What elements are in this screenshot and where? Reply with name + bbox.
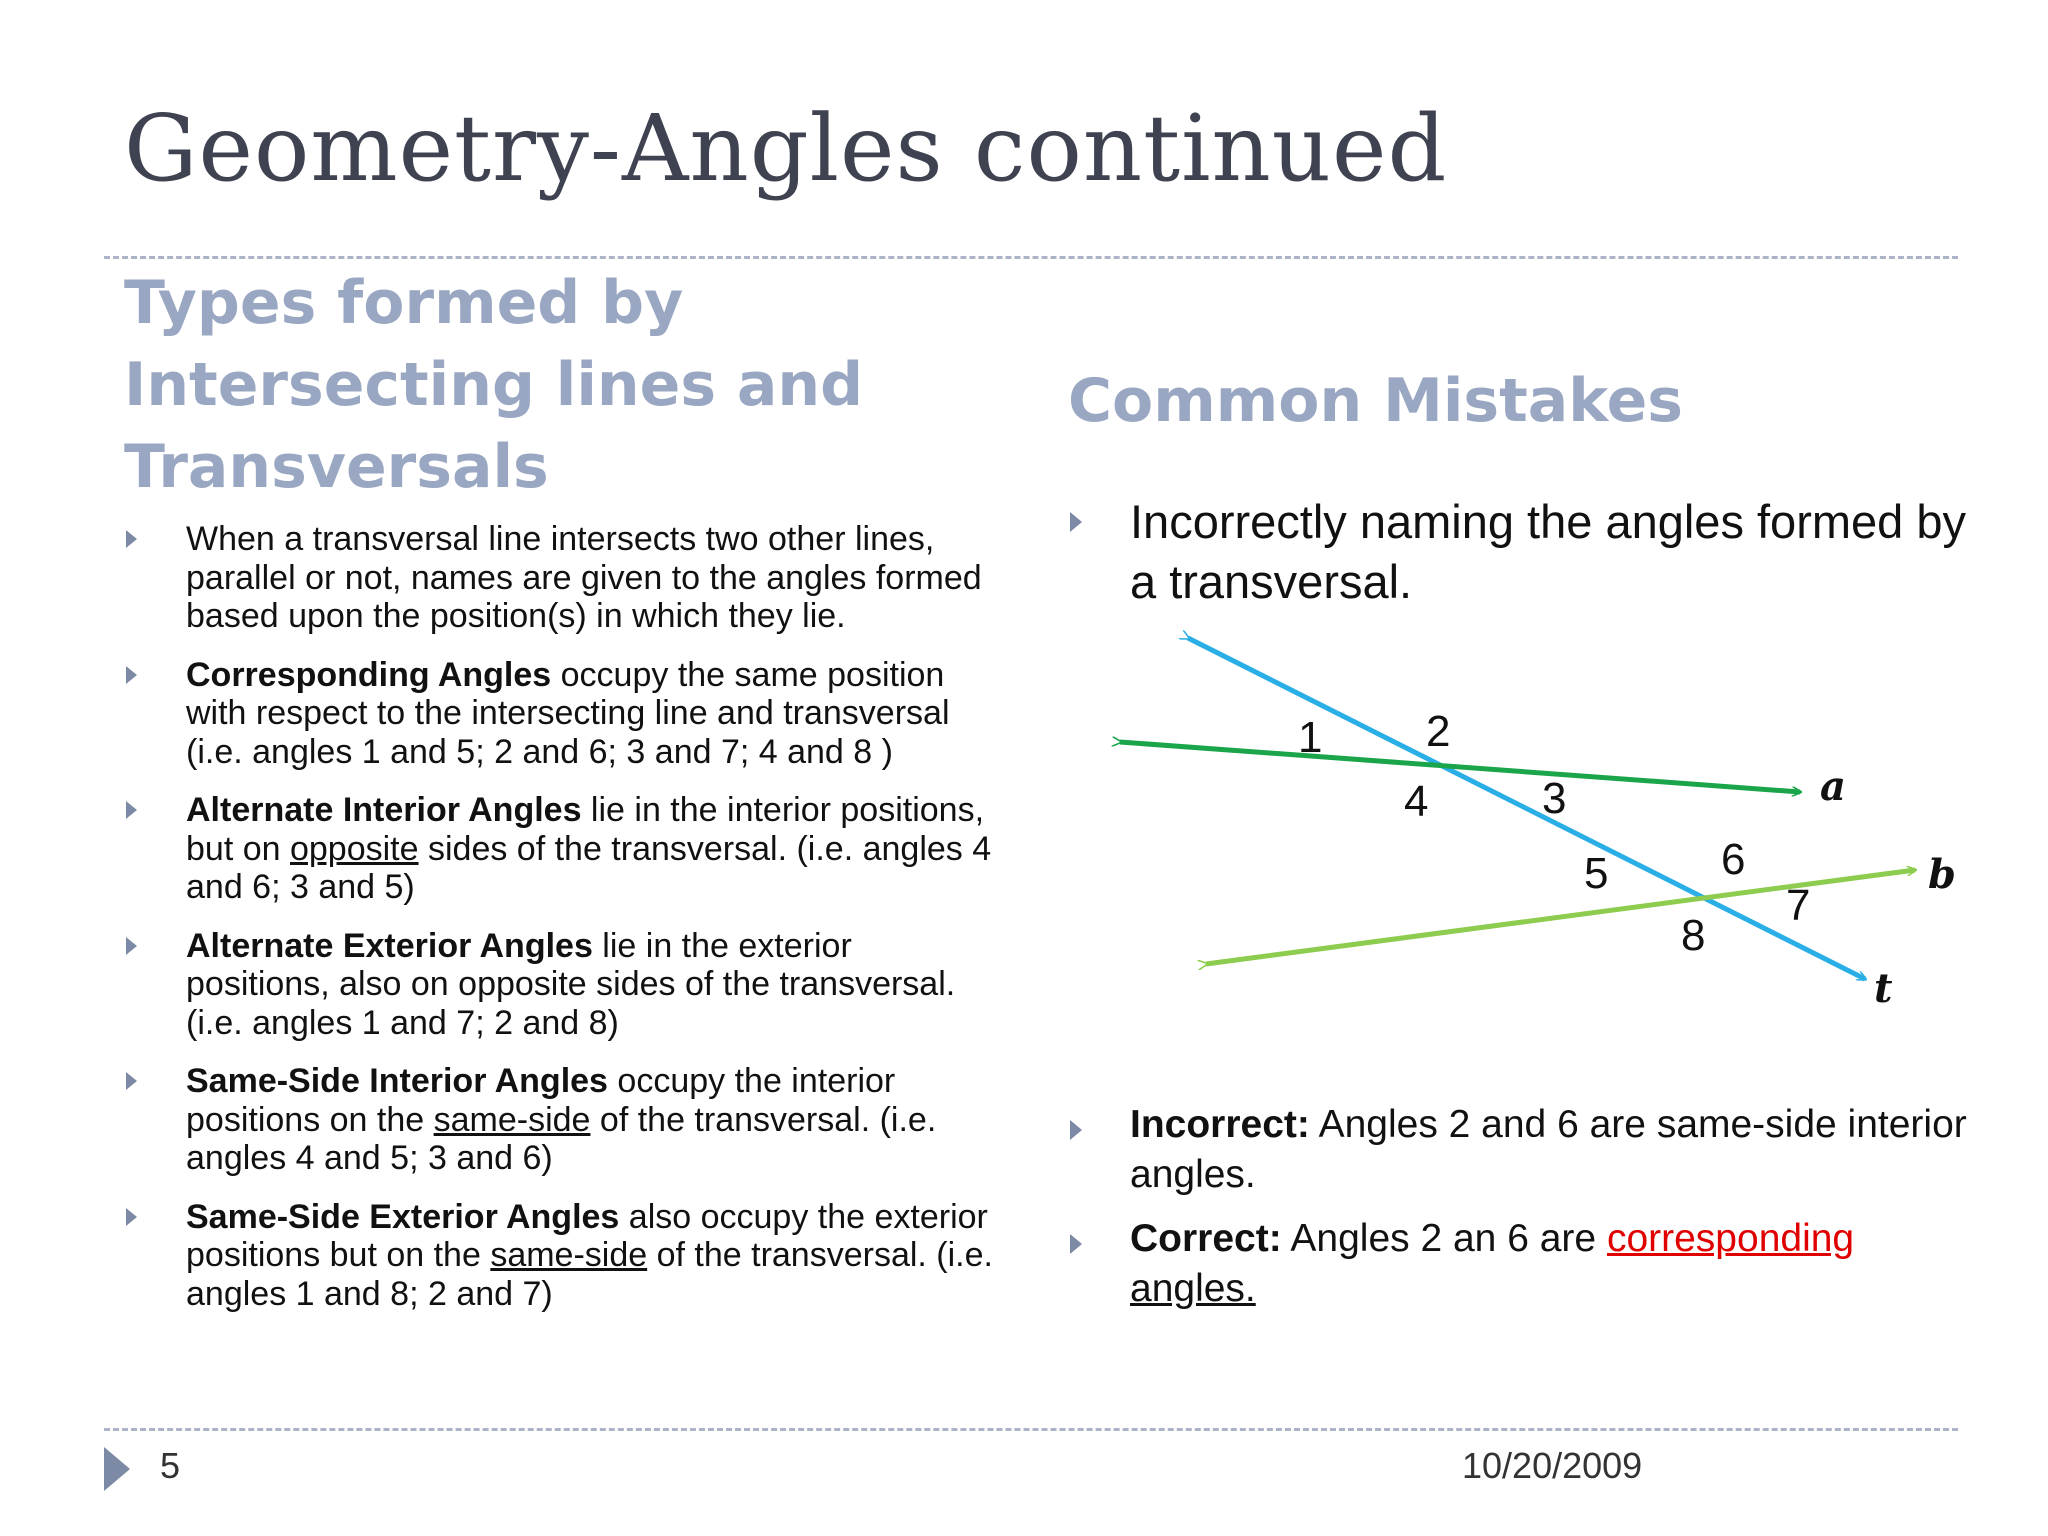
angle-label-8: 8 [1681, 911, 1706, 960]
left-bullet-list [124, 520, 1004, 1333]
angle-label-5: 5 [1584, 849, 1609, 898]
line-label-t: t [1874, 965, 1893, 1012]
angle-label-4: 4 [1404, 777, 1429, 826]
list-item: Same-Side Interior Angles occupy the interior positions on the same-side of the transversal. (i.e. angles 4 and 5; 3 and 6) [124, 1062, 1004, 1178]
term-ss-exterior: Same-Side Exterior Angles [186, 1197, 620, 1236]
slide-title: Geometry-Angles continued [124, 95, 1448, 202]
correct-tail: angles. [1130, 1267, 1256, 1310]
list-item: Corresponding Angles occupy the same position with respect to the intersecting line and transversal (i.e. angles 1 and 5; 2 and 6; 3 and 7; 4 and 8 ) [124, 656, 1004, 772]
list-item: Correct: Angles 2 an 6 are corresponding angles. [1068, 1214, 1968, 1314]
correct-term: corresponding [1606, 1217, 1855, 1260]
line-a [1120, 742, 1800, 792]
footer-arrow-icon [104, 1447, 130, 1491]
term-alt-exterior: Alternate Exterior Angles [186, 926, 593, 965]
bullet-arrow-icon [126, 801, 137, 819]
list-item: Alternate Exterior Angles lie in the exterior positions, also on opposite sides of the transversal. (i.e. angles 1 and 7; 2 and 8) [124, 927, 1004, 1043]
emphasis-same-side: same-side [490, 1236, 648, 1274]
page-number: 5 [160, 1445, 181, 1486]
term-alt-interior: Alternate Interior Angles [186, 791, 582, 829]
left-heading: Types formed by Intersecting lines and Transversals [124, 268, 864, 502]
angle-label-1: 1 [1298, 713, 1323, 762]
term-ss-interior: Same-Side Interior Angles [186, 1062, 608, 1100]
slide-date: 10/20/2009 [1462, 1445, 1643, 1486]
line-label-b: b [1928, 851, 1956, 898]
emphasis-opposite: opposite [289, 829, 419, 868]
bullet-arrow-icon [126, 666, 137, 684]
bottom-divider [104, 1428, 1958, 1431]
angle-label-3: 3 [1542, 774, 1567, 823]
emphasis-same-side: same-side [433, 1100, 591, 1139]
right-heading: Common Mistakes [1068, 366, 1683, 436]
transversal-line-t [1188, 638, 1865, 979]
list-item: When a transversal line intersects two other lines, parallel or not, names are given to the angles formed based upon the position(s) in which they lie. [124, 520, 1004, 636]
incorrect-label: Incorrect: [1130, 1103, 1310, 1146]
list-item: Same-Side Exterior Angles also occupy the exterior positions but on the same-side of the transversal. (i.e. angles 1 and 8; 2 and 7) [124, 1198, 1004, 1314]
angle-label-6: 6 [1721, 835, 1746, 884]
bullet-arrow-icon [126, 1072, 137, 1090]
angle-label-2: 2 [1426, 707, 1451, 756]
bullet-arrow-icon [1070, 1234, 1082, 1254]
angle-label-7: 7 [1786, 881, 1811, 930]
bullet-arrow-icon [1070, 512, 1082, 532]
bullet-arrow-icon [126, 530, 137, 548]
transversal-diagram [1100, 620, 2000, 1040]
right-verdict-list [1068, 1100, 1968, 1328]
bullet-arrow-icon [126, 937, 137, 955]
list-item: Incorrectly naming the angles formed by a transversal. [1068, 492, 1968, 612]
correct-label: Correct: [1130, 1217, 1282, 1260]
bullet-arrow-icon [1070, 1120, 1082, 1140]
top-divider [104, 256, 1958, 259]
right-intro-list [1068, 492, 1968, 612]
list-item: Incorrect: Angles 2 and 6 are same-side interior angles. [1068, 1100, 1968, 1200]
list-item: Alternate Interior Angles lie in the interior positions, but on opposite sides of the transversal. (i.e. angles 4 and 6; 3 and 5) [124, 791, 1004, 907]
bullet-arrow-icon [126, 1208, 137, 1226]
term-corresponding: Corresponding Angles [186, 655, 552, 694]
line-label-a: a [1820, 763, 1846, 810]
